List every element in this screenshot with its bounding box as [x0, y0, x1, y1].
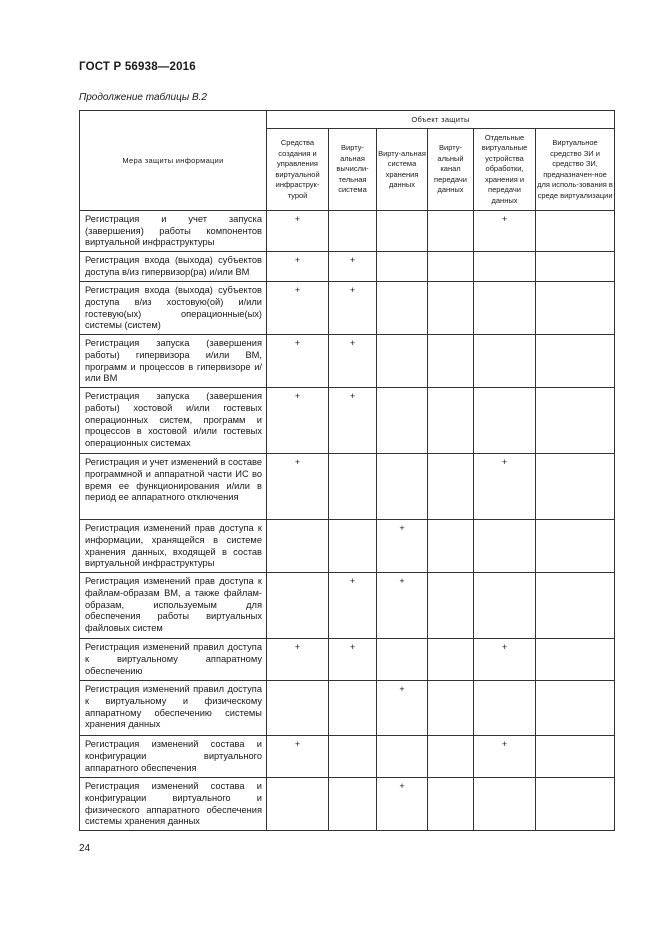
mark-cell — [536, 252, 615, 282]
column-header: Виртуальное средство ЗИ и средство ЗИ, предназначен-ное для исполь-зования в среде виртуализации — [536, 129, 615, 211]
mark-cell — [267, 520, 329, 573]
column-header: Отдельные виртуальные устройства обработки, хранения и передачи данных — [474, 129, 536, 211]
measure-cell: Регистрация изменений прав доступа к информации, хранящейся в системе хранения данных, входящей в состав виртуальной инфраструктуры — [80, 520, 267, 573]
measure-cell: Регистрация и учет запуска (завершения) работы компонентов виртуальной инфраструктуры — [80, 211, 267, 252]
mark-cell — [474, 778, 536, 831]
mark-cell: + — [474, 639, 536, 681]
mark-cell — [428, 778, 474, 831]
mark-cell — [536, 454, 615, 520]
mark-cell — [329, 736, 377, 778]
table-row — [80, 335, 615, 388]
mark-cell — [428, 388, 474, 454]
mark-cell: + — [267, 211, 329, 252]
table-row — [80, 454, 615, 520]
mark-cell — [474, 252, 536, 282]
mark-cell — [428, 639, 474, 681]
measure-cell: Регистрация изменений правил доступа к виртуальному аппаратному обеспечению — [80, 639, 267, 681]
table-row — [80, 681, 615, 736]
document-header: ГОСТ Р 56938—2016 — [79, 61, 196, 73]
mark-cell: + — [377, 778, 428, 831]
mark-cell — [377, 639, 428, 681]
mark-cell: + — [329, 335, 377, 388]
column-header: Вирту-альная вычисли-тельная система — [329, 129, 377, 211]
mark-cell — [536, 520, 615, 573]
mark-cell: + — [329, 252, 377, 282]
mark-cell — [329, 454, 377, 520]
mark-cell — [536, 681, 615, 736]
mark-cell — [428, 252, 474, 282]
mark-cell: + — [267, 252, 329, 282]
table-row — [80, 573, 615, 639]
column-header: Средства создания и управления виртуальной инфраструк-турой — [267, 129, 329, 211]
table-row — [80, 211, 615, 252]
table-row — [80, 252, 615, 282]
mark-cell — [428, 335, 474, 388]
column-header: Вирту-альный канал передачи данных — [428, 129, 474, 211]
table-row — [80, 778, 615, 831]
mark-cell: + — [267, 454, 329, 520]
mark-cell — [474, 335, 536, 388]
mark-cell — [267, 573, 329, 639]
mark-cell — [428, 736, 474, 778]
mark-cell — [329, 211, 377, 252]
mark-cell: + — [267, 639, 329, 681]
mark-cell — [428, 211, 474, 252]
protection-object-header: Объект защиты — [267, 111, 615, 129]
mark-cell — [536, 211, 615, 252]
mark-cell: + — [329, 282, 377, 335]
mark-cell — [428, 282, 474, 335]
table-row — [80, 282, 615, 335]
mark-cell — [329, 681, 377, 736]
mark-cell — [329, 778, 377, 831]
mark-cell — [377, 252, 428, 282]
mark-cell — [474, 388, 536, 454]
table-body — [80, 211, 615, 831]
column-header: Вирту-альная система хранения данных — [377, 129, 428, 211]
table-caption: Продолжение таблицы В.2 — [79, 92, 207, 103]
mark-cell: + — [329, 388, 377, 454]
measure-cell: Регистрация запуска (завершения работы) гипервизора и/или ВМ, программ и процессов в гипервизоре и/или ВМ — [80, 335, 267, 388]
mark-cell — [536, 282, 615, 335]
mark-cell — [329, 520, 377, 573]
measure-cell: Регистрация изменений состава и конфигурации виртуального аппаратного обеспечения — [80, 736, 267, 778]
measure-cell: Регистрация входа (выхода) субъектов доступа в/из хостовую(ой) и/или гостевую(ых) операционные(ых) системы (систем) — [80, 282, 267, 335]
mark-cell — [474, 520, 536, 573]
mark-cell: + — [267, 335, 329, 388]
measure-cell: Регистрация изменений прав доступа к файлам-образам ВМ, а также файлам-образам, используемым для обеспечения работы виртуальных файловых систем — [80, 573, 267, 639]
mark-cell: + — [267, 736, 329, 778]
page-number: 24 — [79, 843, 91, 854]
mark-cell — [377, 211, 428, 252]
mark-cell — [536, 573, 615, 639]
mark-cell — [536, 335, 615, 388]
measure-column-header: Мера защиты информации — [80, 111, 267, 211]
measure-cell: Регистрация изменений правил доступа к виртуальному и физическому аппаратному обеспечению системы хранения данных — [80, 681, 267, 736]
mark-cell — [536, 736, 615, 778]
mark-cell — [474, 573, 536, 639]
mark-cell — [267, 681, 329, 736]
measure-cell: Регистрация и учет изменений в составе программной и аппаратной части ИС во время ее функционирования и/или в период ее аппаратного отключения — [80, 454, 267, 520]
mark-cell: + — [377, 573, 428, 639]
mark-cell — [377, 454, 428, 520]
table-row — [80, 388, 615, 454]
mark-cell — [428, 520, 474, 573]
protection-measures-table — [79, 110, 615, 831]
measure-cell: Регистрация запуска (завершения работы) хостовой и/или гостевых операционных систем, программ и процессов в хостовой и/или гостевых операционных системах — [80, 388, 267, 454]
table-row — [80, 639, 615, 681]
mark-cell — [474, 681, 536, 736]
mark-cell — [428, 454, 474, 520]
table-row — [80, 520, 615, 573]
mark-cell: + — [474, 736, 536, 778]
mark-cell — [536, 778, 615, 831]
mark-cell — [377, 736, 428, 778]
mark-cell: + — [377, 681, 428, 736]
mark-cell: + — [377, 520, 428, 573]
mark-cell — [267, 778, 329, 831]
mark-cell — [377, 282, 428, 335]
mark-cell: + — [329, 639, 377, 681]
mark-cell — [377, 388, 428, 454]
mark-cell — [428, 681, 474, 736]
measure-cell: Регистрация входа (выхода) субъектов доступа в/из гипервизор(ра) и/или ВМ — [80, 252, 267, 282]
mark-cell — [428, 573, 474, 639]
mark-cell: + — [329, 573, 377, 639]
mark-cell: + — [474, 454, 536, 520]
mark-cell — [536, 639, 615, 681]
measure-cell: Регистрация изменений состава и конфигурации виртуального и физического аппаратного обеспечения системы хранения данных — [80, 778, 267, 831]
mark-cell: + — [474, 211, 536, 252]
mark-cell — [474, 282, 536, 335]
mark-cell — [536, 388, 615, 454]
mark-cell — [377, 335, 428, 388]
mark-cell: + — [267, 282, 329, 335]
table-row — [80, 736, 615, 778]
mark-cell: + — [267, 388, 329, 454]
